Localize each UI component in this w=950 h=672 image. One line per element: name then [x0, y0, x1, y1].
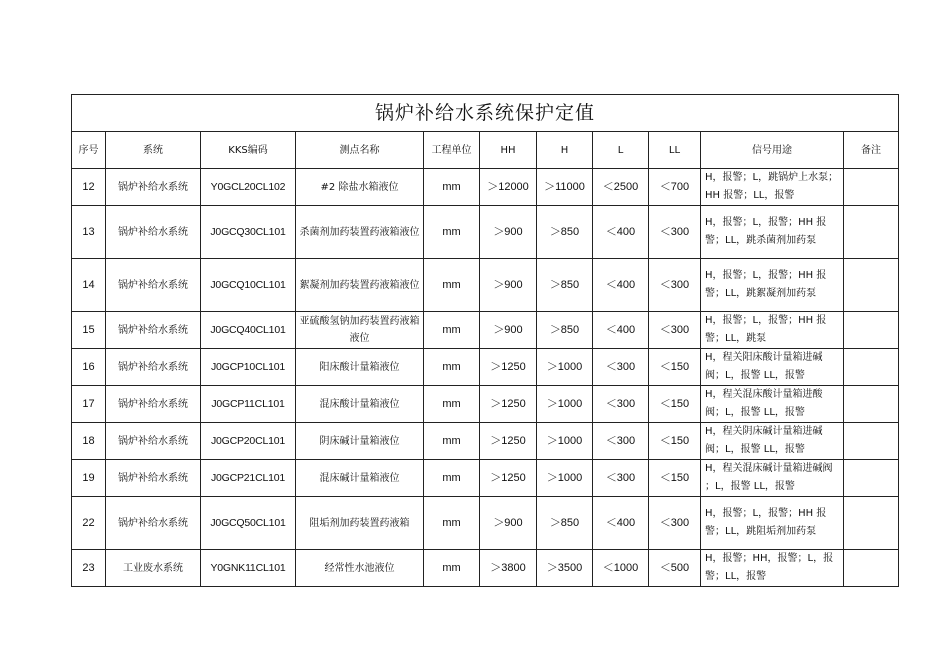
- row-unit: mm: [424, 460, 480, 497]
- row-seq: 15: [72, 312, 106, 349]
- row-l-value: ＜400: [593, 312, 649, 349]
- row-remark: [844, 206, 899, 259]
- row-kks: Y0GCL20CL102: [201, 169, 296, 206]
- row-hh-value: ＞900: [480, 206, 537, 259]
- row-seq: 14: [72, 259, 106, 312]
- row-seq: 16: [72, 349, 106, 386]
- row-l-value: ＜400: [593, 497, 649, 550]
- row-system: 锅炉补给水系统: [106, 423, 201, 460]
- row-seq: 18: [72, 423, 106, 460]
- row-ll-value: ＜150: [649, 349, 701, 386]
- table-row: [72, 312, 899, 349]
- col-header-unit: 工程单位: [424, 132, 480, 169]
- row-system: 锅炉补给水系统: [106, 206, 201, 259]
- row-ll-value: ＜150: [649, 423, 701, 460]
- col-header-system: 系统: [106, 132, 201, 169]
- row-signal-usage: H，报警；HH，报警；L，报警；LL，报警: [701, 550, 844, 587]
- row-unit: mm: [424, 206, 480, 259]
- row-remark: [844, 312, 899, 349]
- row-unit: mm: [424, 550, 480, 587]
- col-header-hh: HH: [480, 132, 537, 169]
- row-unit: mm: [424, 169, 480, 206]
- row-ll-value: ＜150: [649, 386, 701, 423]
- row-signal-usage: H，报警；L，报警；HH 报警；LL，跳泵: [701, 312, 844, 349]
- row-l-value: ＜2500: [593, 169, 649, 206]
- row-h-value: ＞850: [537, 206, 593, 259]
- row-h-value: ＞1000: [537, 386, 593, 423]
- row-system: 锅炉补给水系统: [106, 169, 201, 206]
- row-point-name: 亚硫酸氢钠加药装置药液箱液位: [296, 312, 424, 349]
- col-header-seq: 序号: [72, 132, 106, 169]
- row-hh-value: ＞1250: [480, 386, 537, 423]
- row-ll-value: ＜300: [649, 206, 701, 259]
- row-point-name: #2 除盐水箱液位: [296, 169, 424, 206]
- row-hh-value: ＞1250: [480, 423, 537, 460]
- row-l-value: ＜300: [593, 460, 649, 497]
- table-row: [72, 349, 899, 386]
- row-h-value: ＞11000: [537, 169, 593, 206]
- row-h-value: ＞1000: [537, 349, 593, 386]
- row-unit: mm: [424, 312, 480, 349]
- row-h-value: ＞3500: [537, 550, 593, 587]
- row-point-name: 絮凝剂加药装置药液箱液位: [296, 259, 424, 312]
- row-ll-value: ＜150: [649, 460, 701, 497]
- row-signal-usage: H，程关阳床酸计量箱进碱阀；L，报警 LL，报警: [701, 349, 844, 386]
- row-h-value: ＞850: [537, 259, 593, 312]
- row-ll-value: ＜700: [649, 169, 701, 206]
- row-remark: [844, 349, 899, 386]
- col-header-point: 测点名称: [296, 132, 424, 169]
- row-remark: [844, 423, 899, 460]
- row-seq: 23: [72, 550, 106, 587]
- table-row: [72, 169, 899, 206]
- row-system: 锅炉补给水系统: [106, 460, 201, 497]
- col-header-signal: 信号用途: [701, 132, 844, 169]
- row-ll-value: ＜300: [649, 259, 701, 312]
- row-l-value: ＜400: [593, 259, 649, 312]
- table-row: [72, 206, 899, 259]
- col-header-ll: LL: [649, 132, 701, 169]
- row-seq: 22: [72, 497, 106, 550]
- row-seq: 13: [72, 206, 106, 259]
- row-signal-usage: H，报警；L，跳锅炉上水泵；HH 报警；LL，报警: [701, 169, 844, 206]
- row-ll-value: ＜500: [649, 550, 701, 587]
- row-remark: [844, 460, 899, 497]
- row-system: 锅炉补给水系统: [106, 386, 201, 423]
- row-remark: [844, 259, 899, 312]
- row-signal-usage: H，程关阴床碱计量箱进碱阀；L，报警 LL，报警: [701, 423, 844, 460]
- row-unit: mm: [424, 386, 480, 423]
- row-h-value: ＞1000: [537, 460, 593, 497]
- row-kks: J0GCP20CL101: [201, 423, 296, 460]
- row-system: 锅炉补给水系统: [106, 259, 201, 312]
- col-header-l: L: [593, 132, 649, 169]
- row-h-value: ＞1000: [537, 423, 593, 460]
- row-kks: J0GCQ30CL101: [201, 206, 296, 259]
- row-system: 锅炉补给水系统: [106, 497, 201, 550]
- row-signal-usage: H，报警；L，报警；HH 报警；LL，跳絮凝剂加药泵: [701, 259, 844, 312]
- row-seq: 17: [72, 386, 106, 423]
- row-hh-value: ＞1250: [480, 349, 537, 386]
- table-row: [72, 259, 899, 312]
- row-point-name: 经常性水池液位: [296, 550, 424, 587]
- protection-setpoint-sheet: [71, 94, 898, 587]
- row-remark: [844, 550, 899, 587]
- col-header-remark: 备注: [844, 132, 899, 169]
- row-point-name: 杀菌剂加药装置药液箱液位: [296, 206, 424, 259]
- row-unit: mm: [424, 497, 480, 550]
- row-remark: [844, 386, 899, 423]
- row-unit: mm: [424, 349, 480, 386]
- table-row: [72, 460, 899, 497]
- row-point-name: 阻垢剂加药装置药液箱: [296, 497, 424, 550]
- row-system: 锅炉补给水系统: [106, 312, 201, 349]
- table-row: [72, 497, 899, 550]
- row-hh-value: ＞3800: [480, 550, 537, 587]
- row-l-value: ＜300: [593, 423, 649, 460]
- row-signal-usage: H，程关混床碱计量箱进碱阀 ；L，报警 LL，报警: [701, 460, 844, 497]
- row-system: 工业废水系统: [106, 550, 201, 587]
- row-kks: J0GCP11CL101: [201, 386, 296, 423]
- row-signal-usage: H，报警；L，报警；HH 报警；LL，跳阻垢剂加药泵: [701, 497, 844, 550]
- row-point-name: 阴床碱计量箱液位: [296, 423, 424, 460]
- row-kks: J0GCQ40CL101: [201, 312, 296, 349]
- row-kks: Y0GNK11CL101: [201, 550, 296, 587]
- row-l-value: ＜300: [593, 386, 649, 423]
- table-row: [72, 423, 899, 460]
- row-hh-value: ＞900: [480, 259, 537, 312]
- row-l-value: ＜1000: [593, 550, 649, 587]
- row-h-value: ＞850: [537, 312, 593, 349]
- row-unit: mm: [424, 259, 480, 312]
- row-seq: 19: [72, 460, 106, 497]
- row-hh-value: ＞900: [480, 312, 537, 349]
- row-remark: [844, 169, 899, 206]
- row-point-name: 混床酸计量箱液位: [296, 386, 424, 423]
- row-point-name: 阳床酸计量箱液位: [296, 349, 424, 386]
- row-signal-usage: H，报警；L，报警；HH 报警；LL，跳杀菌剂加药泵: [701, 206, 844, 259]
- row-unit: mm: [424, 423, 480, 460]
- row-remark: [844, 497, 899, 550]
- row-seq: 12: [72, 169, 106, 206]
- row-point-name: 混床碱计量箱液位: [296, 460, 424, 497]
- table-row: [72, 386, 899, 423]
- row-ll-value: ＜300: [649, 497, 701, 550]
- row-l-value: ＜300: [593, 349, 649, 386]
- row-hh-value: ＞12000: [480, 169, 537, 206]
- page-title: 锅炉补给水系统保护定值: [72, 95, 899, 132]
- row-h-value: ＞850: [537, 497, 593, 550]
- setpoint-table: [71, 94, 899, 587]
- row-l-value: ＜400: [593, 206, 649, 259]
- row-system: 锅炉补给水系统: [106, 349, 201, 386]
- col-header-kks: KKS编码: [201, 132, 296, 169]
- row-signal-usage: H，程关混床酸计量箱进酸阀；L，报警 LL，报警: [701, 386, 844, 423]
- row-kks: J0GCP21CL101: [201, 460, 296, 497]
- table-row: [72, 550, 899, 587]
- row-kks: J0GCP10CL101: [201, 349, 296, 386]
- row-hh-value: ＞900: [480, 497, 537, 550]
- row-kks: J0GCQ10CL101: [201, 259, 296, 312]
- header-row: [72, 132, 899, 169]
- row-kks: J0GCQ50CL101: [201, 497, 296, 550]
- col-header-h: H: [537, 132, 593, 169]
- row-hh-value: ＞1250: [480, 460, 537, 497]
- row-ll-value: ＜300: [649, 312, 701, 349]
